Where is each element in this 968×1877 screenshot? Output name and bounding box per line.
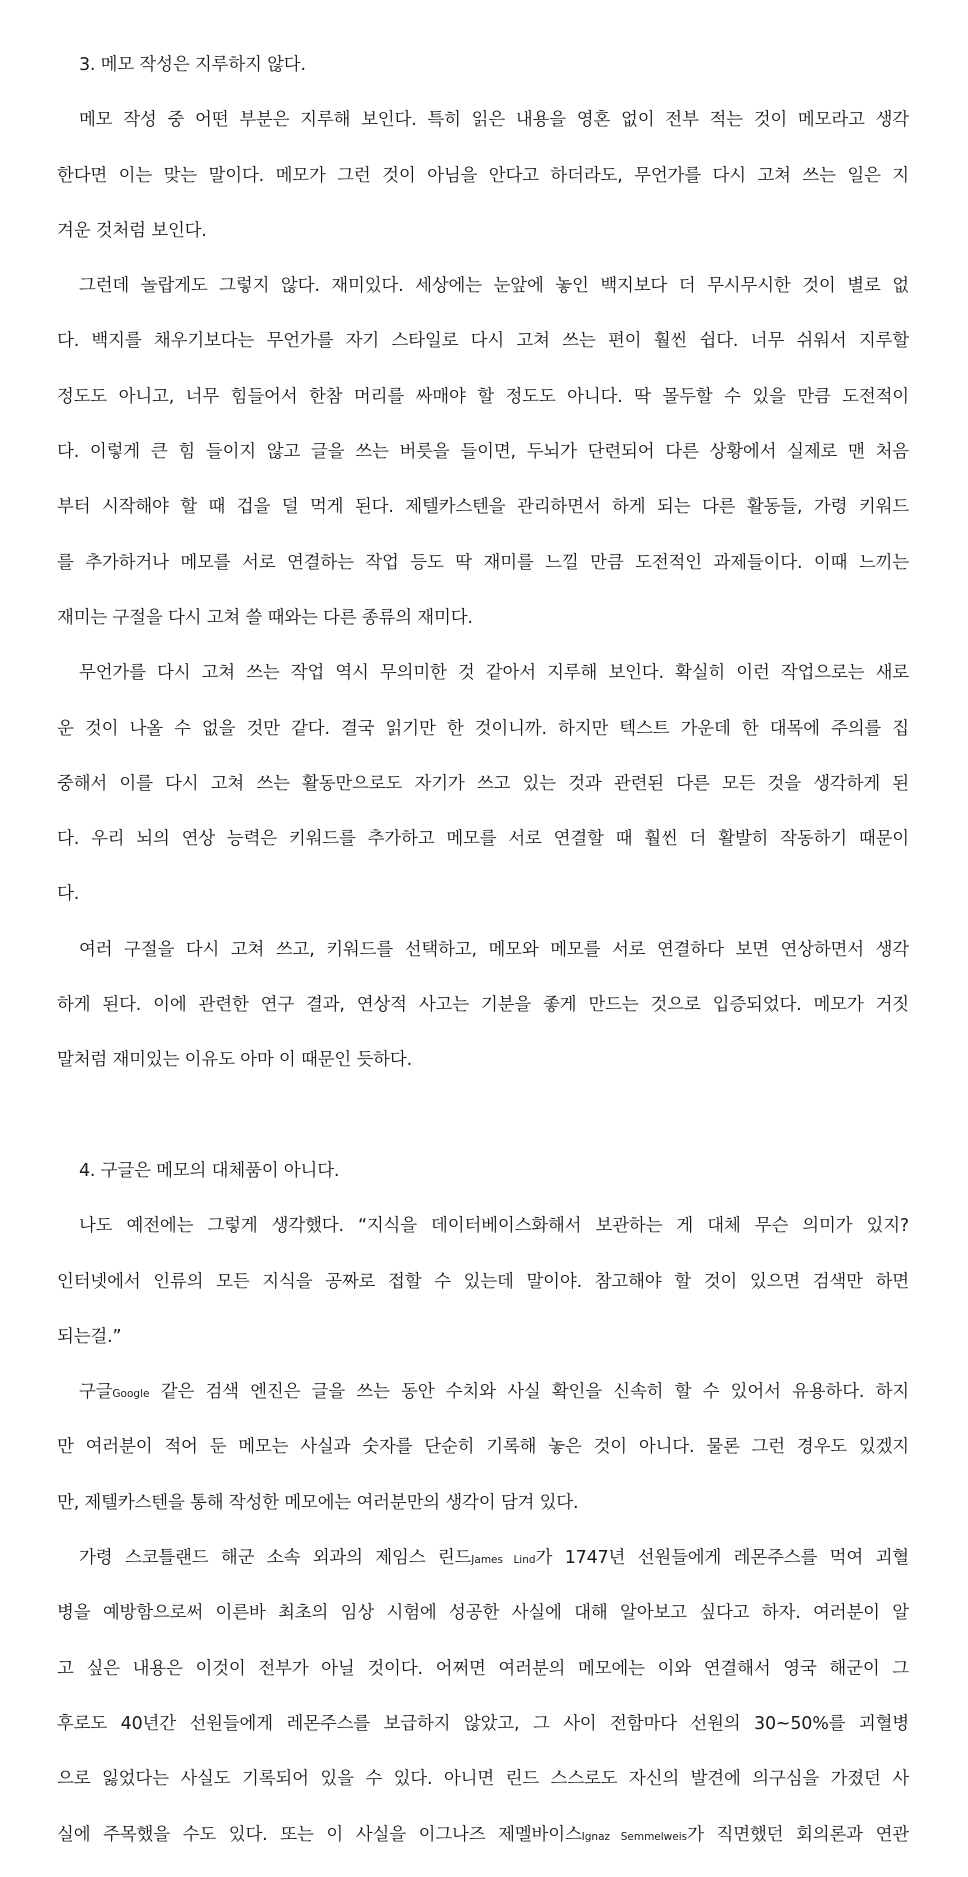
section-3-p2-line: 다. 백지를 채우기보다는 무언가를 자기 스타일로 다시 고쳐 쓰는 편이 훨씬 쉽다. 너무 쉬워서 지루할 <box>57 331 909 352</box>
section-4-p3-line: 병을 예방함으로써 이른바 최초의 임상 시험에 성공한 사실에 대해 알아보고 싶다고 하자. 여러분이 알 <box>57 1603 909 1624</box>
section-4-p3-line: 고 싶은 내용은 이것이 전부가 아닐 것이다. 어쩌면 여러분의 메모에는 이와 연결해서 영국 해군이 그 <box>57 1658 909 1679</box>
section-4-heading: 4. 구글은 메모의 대체품이 아니다. <box>79 1160 340 1181</box>
section-3-p1-line: 한다면 이는 맞는 말이다. 메모가 그런 것이 아님을 안다고 하더라도, 무언가를 다시 고쳐 쓰는 일은 지 <box>57 165 909 186</box>
original-term: Ignaz Semmelweis <box>581 1830 688 1843</box>
section-4-p2-line: 만 여러분이 적어 둔 메모는 사실과 숫자를 단순히 기록해 놓은 것이 아니다. 물론 그런 경우도 있겠지 <box>57 1437 909 1458</box>
section-4-p1-line: 인터넷에서 인류의 모든 지식을 공짜로 접할 수 있는데 말이야. 참고해야 할 것이 있으면 검색만 하면 <box>57 1271 909 1292</box>
section-3-p3-line: 다. 우리 뇌의 연상 능력은 키워드를 추가하고 메모를 서로 연결할 때 훨씬 더 활발히 작동하기 때문이 <box>57 829 909 850</box>
section-3-p3-line: 운 것이 나올 수 없을 것만 같다. 결국 읽기만 한 것이니까. 하지만 텍스트 가운데 한 대목에 주의를 집 <box>57 718 909 739</box>
section-4-p1-line: 되는걸.” <box>57 1326 122 1347</box>
section-3-p3-line: 중해서 이를 다시 고쳐 쓰는 활동만으로도 자기가 쓰고 있는 것과 관련된 다른 모든 것을 생각하게 된 <box>57 773 909 794</box>
section-4-p3-line: 후로도 40년간 선원들에게 레몬주스를 보급하지 않았고, 그 사이 전함마다 선원의 30~50%를 괴혈병 <box>57 1713 909 1734</box>
section-3-p3-line: 무언가를 다시 고쳐 쓰는 작업 역시 무의미한 것 같아서 지루해 보인다. 확실히 이런 작업으로는 새로 <box>79 663 909 684</box>
section-4-p3-line <box>57 1822 909 1877</box>
section-3-p2-line: 를 추가하거나 메모를 서로 연결하는 작업 등도 딱 재미를 느낄 만큼 도전적인 과제들이다. 이때 느끼는 <box>57 552 909 573</box>
document-page <box>57 52 909 1877</box>
text-run: 구글 <box>79 1382 113 1403</box>
section-3-p2-line: 다. 이렇게 큰 힘 들이지 않고 글을 쓰는 버릇을 들이면, 두뇌가 단련되어 다른 상황에서 실제로 맨 처음 <box>57 442 909 463</box>
original-term: Google <box>112 1388 150 1401</box>
section-4-p3-line: 으로 잃었다는 사실도 기록되어 있을 수 있다. 아니면 린드 스스로도 자신의 발견에 의구심을 가졌던 사 <box>57 1769 909 1790</box>
section-3-p4-line: 여러 구절을 다시 고쳐 쓰고, 키워드를 선택하고, 메모와 메모를 서로 연결하다 보면 연상하면서 생각 <box>79 939 909 960</box>
section-3-p2-line: 그런데 놀랍게도 그렇지 않다. 재미있다. 세상에는 눈앞에 놓인 백지보다 더 무시무시한 것이 별로 없 <box>79 276 909 297</box>
section-3-p4-line: 하게 된다. 이에 관련한 연구 결과, 연상적 사고는 기분을 좋게 만드는 것으로 입증되었다. 메모가 거짓 <box>57 995 909 1016</box>
section-3-p1-line: 메모 작성 중 어떤 부분은 지루해 보인다. 특히 읽은 내용을 영혼 없이 전부 적는 것이 메모라고 생각 <box>79 110 909 131</box>
text-run: 실에 주목했을 수도 있다. 또는 이 사실을 이그나즈 제멜바이스 <box>57 1824 582 1845</box>
section-4-p2-line <box>57 1379 909 1434</box>
section-spacer <box>57 1103 909 1158</box>
section-4-p3-line <box>57 1545 909 1600</box>
section-3-p2-line: 부터 시작해야 할 때 겁을 덜 먹게 된다. 제텔카스텐을 관리하면서 하게 되는 다른 활동들, 가령 키워드 <box>57 497 909 518</box>
section-3-p2-line: 정도도 아니고, 너무 힘들어서 한참 머리를 싸매야 할 정도도 아니다. 딱 몰두할 수 있을 만큼 도전적이 <box>57 386 909 407</box>
text-run: 가령 스코틀랜드 해군 소속 외과의 제임스 린드 <box>79 1548 472 1569</box>
section-3-p2-line: 재미는 구절을 다시 고쳐 쓸 때와는 다른 종류의 재미다. <box>57 607 473 628</box>
section-3-p4-line: 말처럼 재미있는 이유도 아마 이 때문인 듯하다. <box>57 1050 412 1071</box>
text-run: 가 1747년 선원들에게 레몬주스를 먹여 괴혈 <box>535 1548 909 1569</box>
text-run: 같은 검색 엔진은 글을 쓰는 동안 수치와 사실 확인을 신속히 할 수 있어서 유용하다. 하지 <box>149 1382 909 1403</box>
section-3-p3-line: 다. <box>57 884 80 905</box>
text-run: 가 직면했던 회의론과 연관 <box>687 1824 910 1845</box>
section-3-heading: 3. 메모 작성은 지루하지 않다. <box>79 55 306 75</box>
section-3-p1-line: 겨운 것처럼 보인다. <box>57 220 207 241</box>
section-4-p2-line: 만, 제텔카스텐을 통해 작성한 메모에는 여러분만의 생각이 담겨 있다. <box>57 1492 579 1513</box>
section-4-p1-line: 나도 예전에는 그렇게 생각했다. “지식을 데이터베이스화해서 보관하는 게 대체 무슨 의미가 있지? <box>79 1216 909 1237</box>
original-term: James Lind <box>471 1554 536 1567</box>
